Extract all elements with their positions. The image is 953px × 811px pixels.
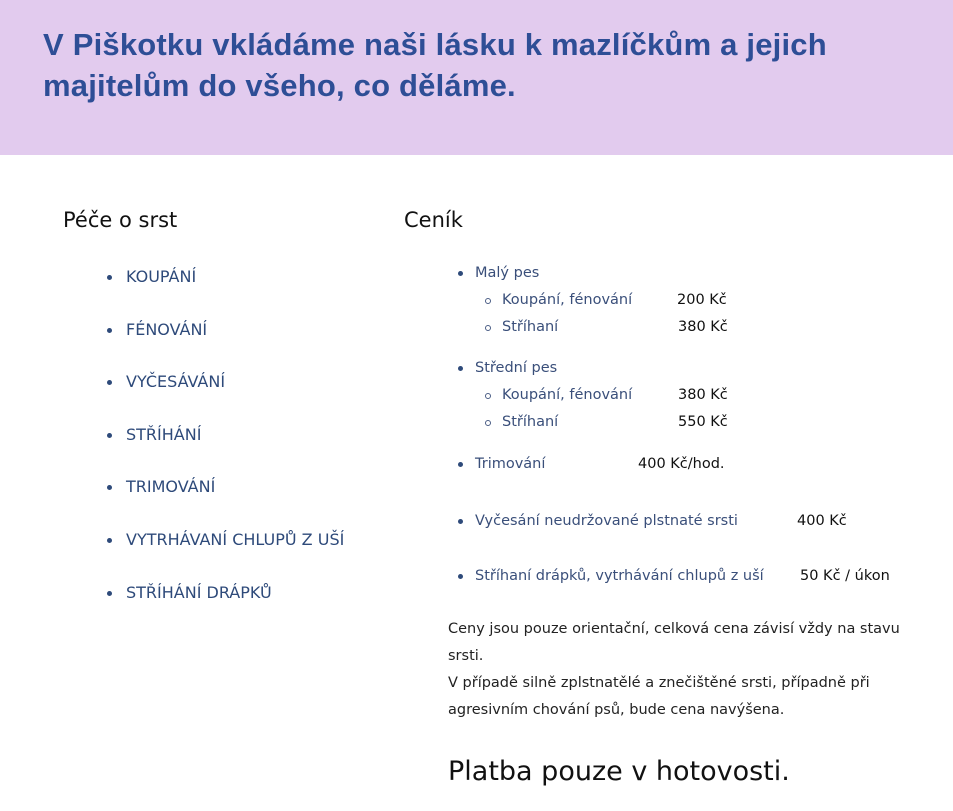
hero-title: V Piškotku vkládáme naši lásku k mazlíčkům a jejich majitelům do všeho, co děláme. [43,27,827,103]
price-item-label [485,317,558,337]
care-item-label: STŘÍHÁNÍ [126,424,202,444]
bullet-icon [107,433,112,438]
care-item-label: KOUPÁNÍ [126,267,197,286]
bullet-icon [458,574,463,579]
care-item-label: VYTRHÁVANÍ CHLUPŮ Z UŠÍ [126,529,345,549]
price-extra-trimovani [458,454,545,474]
care-item-vytrhavani [107,529,344,582]
item-label: Stříhaní [502,414,559,430]
care-heading: Péče o srst [63,208,178,232]
price-value: 200 Kč [677,292,727,308]
hollow-bullet-icon [485,420,491,426]
bullet-icon [107,538,112,543]
pricing-note: Ceny jsou pouze orientační, celková cena závisí vždy na stavu srsti. [448,621,900,664]
bullet-icon [107,380,112,385]
pricing-heading: Ceník [404,208,463,232]
payment-notice: Platba pouze v hotovosti. [448,756,790,787]
pricing-note: V případě silně zplstnatělé a znečištěné srsti, případně při agresivním chování psů, bude cena navýšena. [448,675,870,718]
care-item-strihani [107,424,344,477]
care-item-fenovani [107,319,344,372]
item-label: Koupání, fénování [502,387,633,403]
bullet-icon [458,271,463,276]
category-label: Střední pes [475,360,558,376]
care-item-label: STŘÍHÁNÍ DRÁPKŮ [126,582,272,602]
bullet-icon [107,485,112,490]
hollow-bullet-icon [485,298,491,304]
price-value: 400 Kč [797,513,847,529]
care-item-koupani [107,266,344,319]
hero-banner [0,0,953,155]
price-value: 380 Kč [678,387,728,403]
price-item-label [485,412,558,432]
price-value: 550 Kč [678,414,728,430]
care-item-label: FÉNOVÁNÍ [126,319,208,339]
care-item-label: VYČESÁVÁNÍ [126,372,226,392]
pricing-notes [448,616,928,724]
hollow-bullet-icon [485,393,491,399]
care-item-trimovani [107,476,344,529]
price-extra-drapky [458,566,764,586]
item-label: Koupání, fénování [502,292,633,308]
bullet-icon [458,519,463,524]
bullet-icon [107,591,112,596]
bullet-icon [458,366,463,371]
care-item-vycesavani [107,371,344,424]
price-extra-vycesani [458,511,738,531]
price-value: 380 Kč [678,319,728,335]
category-label: Malý pes [475,265,540,281]
bullet-icon [107,275,112,280]
item-label: Stříhaní [502,319,559,335]
care-item-strihani-drapku [107,582,344,635]
price-value: 50 Kč / úkon [800,568,890,584]
price-value: 400 Kč/hod. [638,456,725,472]
price-category-small-dog [458,263,539,283]
bullet-icon [107,328,112,333]
price-category-medium-dog [458,358,557,378]
bullet-icon [458,462,463,467]
price-item-label [485,385,632,405]
extra-label: Stříhaní drápků, vytrhávání chlupů z uší [475,568,764,584]
care-services-list [107,266,344,634]
care-item-label: TRIMOVÁNÍ [126,477,216,497]
extra-label: Vyčesání neudržované plstnaté srsti [475,513,738,529]
extra-label: Trimování [475,456,546,472]
hollow-bullet-icon [485,325,491,331]
price-item-label [485,290,632,310]
